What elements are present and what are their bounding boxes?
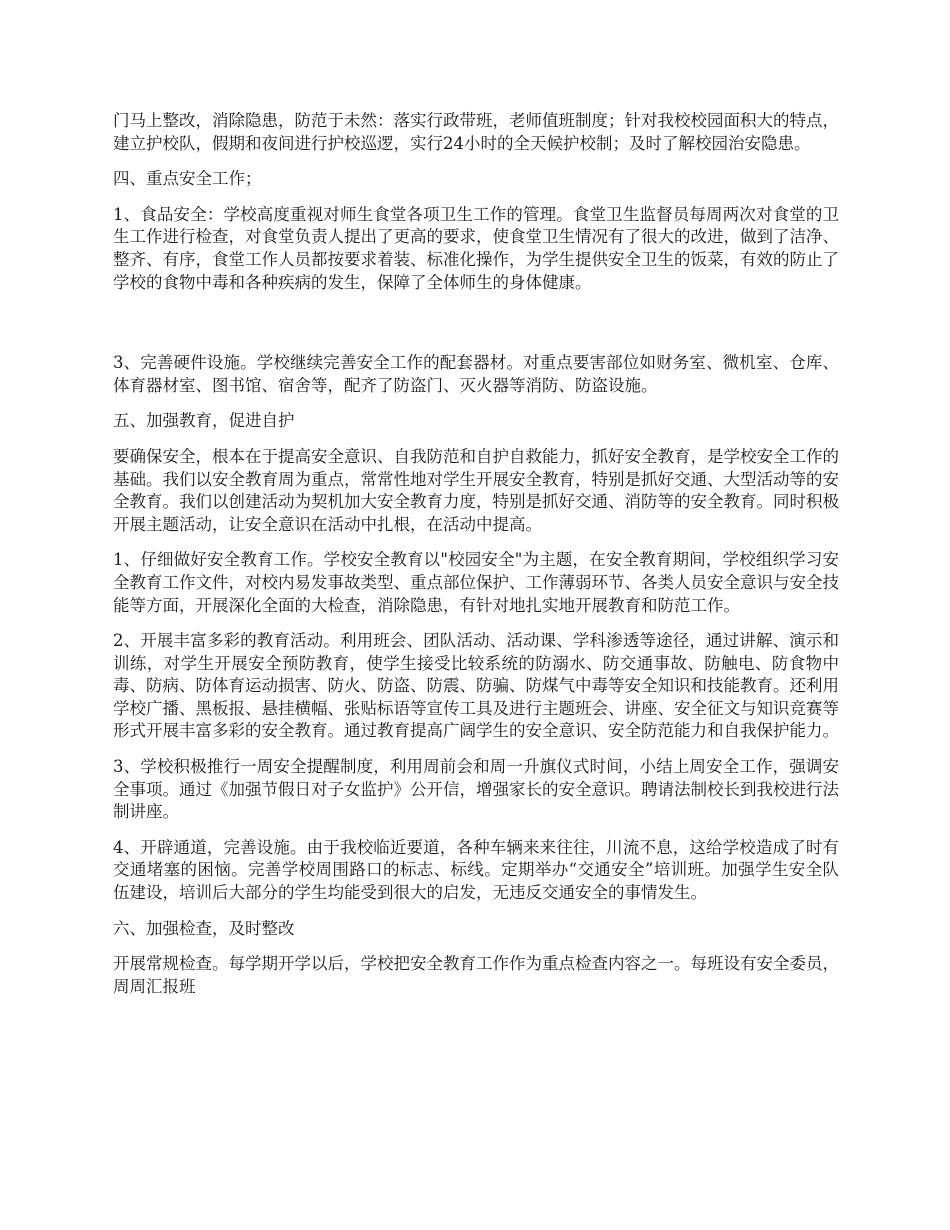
paragraph-weekly-reminder: 3、学校积极推行一周安全提醒制度，利用周前会和周一升旗仪式时间，小结上周安全工作，强调安全事项。通过《加强节假日对子女监护》公开信，增强家长的安全意识。聘请法制校长到我校进行法制讲座。 bbox=[113, 757, 839, 822]
paragraph-safety-education: 要确保安全，根本在于提高安全意识、自我防范和自护自救能力，抓好安全教育，是学校安全工作的基础。我们以安全教育周为重点，常常性地对学生开展安全教育，特别是抓好交通、大型活动等的安全教育。我们以创建活动为契机加大安全教育力度，特别是抓好交通、消防等的安全教育。同时积极开展主题活动，让安全意识在活动中扎根，在活动中提高。 bbox=[113, 446, 839, 534]
paragraph-education-work: 1、仔细做好安全教育工作。学校安全教育以"校园安全"为主题，在安全教育期间，学校组织学习安全教育工作文件，对校内易发事故类型、重点部位保护、工作薄弱环节、各类人员安全意识与安全技能等方面，开展深化全面的大检查，消除隐患，有针对地扎实地开展教育和防范工作。 bbox=[113, 550, 839, 615]
section-heading-6: 六、加强检查，及时整改 bbox=[113, 918, 295, 938]
paragraph-hardware-facilities: 3、完善硬件设施。学校继续完善安全工作的配套器材。对重点要害部位如财务室、微机室、仓库、体育器材室、图书馆、宿舍等，配齐了防盗门、灭火器等消防、防盗设施。 bbox=[113, 353, 839, 395]
paragraph-traffic-safety: 4、开辟通道，完善设施。由于我校临近要道，各种车辆来来往往，川流不息，这给学校造成了时有交通堵塞的困恼。完善学校周围路口的标志、标线。定期举办“交通安全”培训班。加强学生安全队伍建设，培训后大部分的学生均能受到很大的启发，无违反交通安全的事情发生。 bbox=[113, 837, 839, 903]
paragraph-education-activities: 2、开展丰富多彩的教育活动。利用班会、团队活动、活动课、学科渗透等途径，通过讲解、演示和训练，对学生开展安全预防教育，使学生接受比较系统的防溺水、防交通事故、防触电、防食物中毒、防病、防体育运动损害、防火、防盗、防震、防骗、防煤气中毒等安全知识和技能教育。还利用学校广播、黑板报、悬挂横幅、张贴标语等宣传工具及进行主题班会、讲座、安全征文与知识竞赛等形式开展丰富多彩的安全教育。通过教育提高广阔学生的安全意识、安全防范能力和自我保护能力。 bbox=[113, 631, 839, 741]
paragraph-campus-security: 门马上整改，消除隐患，防范于未然：落实行政带班，老师值班制度；针对我校校园面积大的特点，建立护校队，假期和夜间进行护校巡逻，实行24小时的全天候护校制；及时了解校园治安隐患。 bbox=[113, 111, 839, 153]
paragraph-routine-inspection: 开展常规检查。每学期开学以后，学校把安全教育工作作为重点检查内容之一。每班设有安全委员，周周汇报班 bbox=[113, 954, 839, 996]
section-heading-5: 五、加强教育，促进自护 bbox=[113, 411, 295, 431]
section-heading-4: 四、重点安全工作； bbox=[113, 169, 262, 189]
paragraph-food-safety: 1、食品安全：学校高度重视对师生食堂各项卫生工作的管理。食堂卫生监督员每周两次对食堂的卫生工作进行检查，对食堂负责人提出了更高的要求，使食堂卫生情况有了很大的改进，做到了洁净、整齐、有序，食堂工作人员都按要求着装、标准化操作，为学生提供安全卫生的饭菜，有效的防止了学校的食物中毒和各种疾病的发生，保障了全体师生的身体健康。 bbox=[113, 204, 839, 292]
document-body bbox=[113, 110, 839, 1011]
blank-gap bbox=[113, 307, 839, 352]
